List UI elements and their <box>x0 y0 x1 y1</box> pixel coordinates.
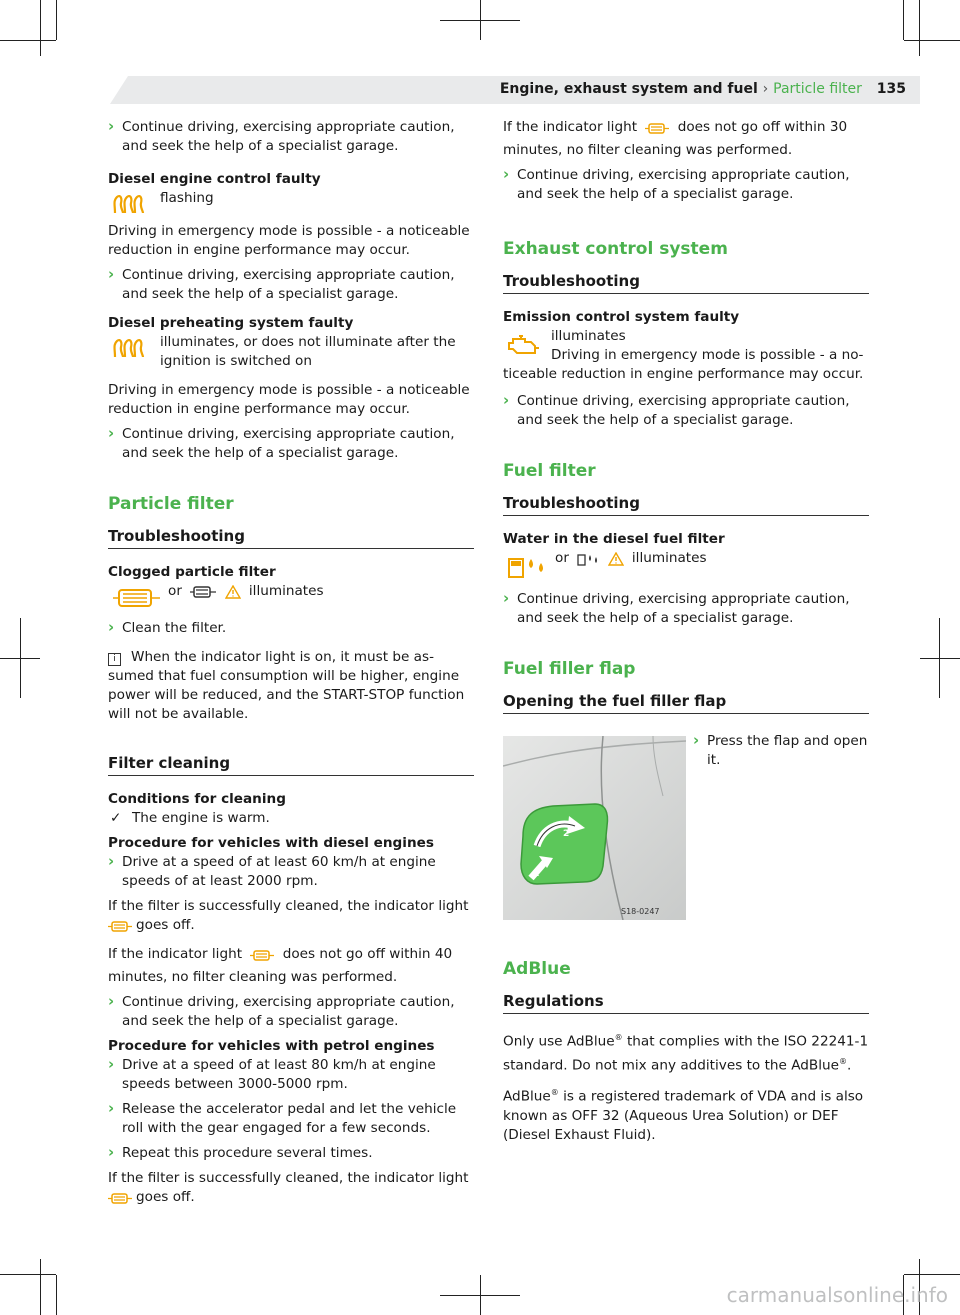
instruction-bullet: › Release the accelerator pedal and let the vehicle roll with the gear engaged for a few seconds. <box>108 1100 474 1138</box>
crop-mark <box>480 1275 481 1315</box>
section-heading: Fuel filler flap <box>503 659 636 679</box>
body-text <box>503 1083 869 1145</box>
body-text: Driving in emergency mode is possible - a noticeable reduction in engine performance may occur. <box>108 223 470 258</box>
particle-filter-icon <box>108 920 132 939</box>
instruction-bullet: › Drive at a speed of at least 60 km/h at engine speeds of at least 2000 rpm. <box>108 853 474 891</box>
glow-plug-icon <box>112 335 146 367</box>
indicator-state: illuminates <box>551 328 626 344</box>
instruction-bullet: › Continue driving, exercising appropriate caution, and seek the help of a specialist garage. <box>108 425 474 463</box>
section-heading: AdBlue <box>503 959 571 979</box>
crop-mark <box>40 0 41 56</box>
subsection-heading: Troubleshooting <box>503 494 869 516</box>
indicator-line <box>503 549 869 572</box>
subsection-heading: Troubleshooting <box>503 272 869 294</box>
instruction-bullet: › Continue driving, exercising appropriate caution, and seek the help of a specialist garage. <box>503 590 869 628</box>
crop-mark <box>480 0 481 40</box>
condition-item: ✓ The engine is warm. <box>108 809 474 828</box>
crop-mark <box>919 0 920 56</box>
instruction-bullet: › Continue driving, exercising appropriate caution, and seek the help of a specialist garage. <box>503 166 869 204</box>
or-text: or <box>555 550 569 566</box>
indicator-state: flashing <box>160 190 214 206</box>
body-text-part: goes off. <box>136 917 195 933</box>
page-number: 135 <box>876 81 906 97</box>
indicator-state: illuminates <box>631 550 707 566</box>
instruction-bullet: › Continue driving, exercising appropriate caution, and seek the help of a specialist garage. <box>503 392 869 430</box>
section-heading: Exhaust control system <box>503 239 728 259</box>
particle-filter-icon <box>645 122 669 141</box>
right-column <box>503 118 869 1151</box>
subsection-heading: Regulations <box>503 992 869 1014</box>
body-text-part: If the indicator light <box>503 119 638 135</box>
note-text: When the indicator light is on, it must be assumed that fuel consumption will be higher, engine power will be reduced, and the START-STOP function will not be available. <box>108 649 465 722</box>
particle-filter-icon <box>190 585 216 605</box>
body-text-part: If the indicator light <box>108 946 243 962</box>
crop-mark <box>904 1274 960 1275</box>
body-text <box>108 945 474 987</box>
or-text: or <box>168 583 182 599</box>
indicator-line <box>503 327 869 346</box>
crop-mark <box>20 618 21 698</box>
figure-label: 1 <box>533 869 540 879</box>
body-text <box>503 1028 869 1075</box>
body-text-part: Only use AdBlue <box>503 1033 615 1050</box>
body-text-part: that complies with the ISO 22241-1 standard. Do not mix any additives to the AdBlue <box>503 1033 869 1074</box>
figure-id: S18-0247 <box>621 907 660 916</box>
body-text <box>108 1169 474 1211</box>
crop-mark <box>904 40 960 41</box>
page-header <box>500 81 906 97</box>
fuel-water-icon <box>577 552 599 572</box>
subsection-heading: Opening the fuel filler flap <box>503 692 869 714</box>
particle-filter-icon <box>250 949 274 968</box>
instruction-bullet: › Continue driving, exercising appropriate caution, and seek the help of a specialist garage. <box>108 993 474 1031</box>
body-text-part: . <box>846 1057 852 1074</box>
particle-filter-icon <box>108 1192 132 1211</box>
left-column <box>108 118 474 1217</box>
instruction-bullet: › Drive at a speed of at least 80 km/h at engine speeds between 3000-5000 rpm. <box>108 1056 474 1094</box>
crop-mark <box>56 0 57 40</box>
indicator-state: illuminates <box>248 583 324 599</box>
subsection-title: Emission control system faulty <box>503 309 740 325</box>
section-heading: Fuel filter <box>503 461 596 481</box>
body-text-part: AdBlue <box>503 1088 551 1105</box>
watermark: carmanualsonline.info <box>726 1283 948 1307</box>
warning-triangle-icon <box>225 585 241 605</box>
indicator-line <box>108 189 474 208</box>
instruction-bullet: › Clean the filter. <box>108 619 474 638</box>
crop-mark <box>0 40 56 41</box>
indicator-state: illuminates, or does not illuminate after the ignition is switched on <box>160 334 456 369</box>
subsection-heading: Troubleshooting <box>108 527 474 549</box>
body-text-part: If the filter is successfully cleaned, the indicator light <box>108 1170 469 1186</box>
registered-mark: ® <box>550 1088 559 1098</box>
header-separator: › <box>762 81 769 97</box>
particle-filter-icon <box>112 584 162 618</box>
instruction-bullet: › Press the flap and open it. <box>693 732 883 770</box>
body-text <box>108 897 474 939</box>
section-heading: Particle filter <box>108 494 234 514</box>
indicator-line <box>108 582 474 605</box>
registered-mark: ® <box>614 1033 623 1042</box>
warning-triangle-icon <box>608 552 624 572</box>
subsection-title: Conditions for cleaning <box>108 791 286 807</box>
body-text: Driving in emergency mode is possible - a noticeable reduction in engine performance may occur. <box>503 347 864 382</box>
crop-mark <box>0 1274 56 1275</box>
crop-mark <box>40 1259 41 1315</box>
crop-mark <box>903 0 904 40</box>
fuel-water-icon <box>507 551 547 585</box>
body-text-part: does not go off within 40 minutes, no filter cleaning was performed. <box>108 946 453 985</box>
figure-block <box>503 728 869 924</box>
subsection-heading: Filter cleaning <box>108 754 474 776</box>
subsection-title: Procedure for vehicles with diesel engines <box>108 835 434 851</box>
instruction-bullet: › Continue driving, exercising appropriate caution, and seek the help of a specialist garage. <box>108 266 474 304</box>
info-note <box>108 648 474 724</box>
subsection-title: Procedure for vehicles with petrol engines <box>108 1038 435 1054</box>
body-text <box>503 118 869 160</box>
body-text-part: goes off. <box>136 1189 195 1205</box>
subsection-title: Water in the diesel fuel filter <box>503 531 725 547</box>
body-text-part: does not go off within 30 minutes, no filter cleaning was performed. <box>503 119 848 158</box>
body-text: Driving in emergency mode is possible - a noticeable reduction in engine performance may occur. <box>108 382 470 417</box>
info-icon: i <box>108 653 121 666</box>
body-text-part: is a registered trademark of VDA and is also known as OFF 32 (Aqueous Urea Solution) or DEF (Diesel Exhaust Fluid). <box>503 1088 864 1143</box>
crop-mark <box>920 658 960 659</box>
subsection-title: Diesel engine control faulty <box>108 171 321 187</box>
engine-check-icon <box>505 333 541 365</box>
figure-label: 2 <box>563 829 570 839</box>
instruction-bullet: › Repeat this procedure several times. <box>108 1144 474 1163</box>
header-section: Engine, exhaust system and fuel <box>499 81 758 97</box>
instruction-bullet: › Continue driving, exercising appropriate caution, and seek the help of a specialist garage. <box>108 118 474 156</box>
header-current: Particle filter <box>773 81 862 97</box>
body-text-part: If the filter is successfully cleaned, the indicator light <box>108 898 469 914</box>
indicator-line <box>108 333 474 371</box>
registered-mark: ® <box>838 1056 847 1066</box>
glow-plug-icon <box>112 191 146 223</box>
subsection-title: Diesel preheating system faulty <box>108 315 354 331</box>
crop-mark <box>56 1275 57 1315</box>
subsection-title: Clogged particle filter <box>108 564 276 580</box>
fuel-flap-figure <box>503 736 686 920</box>
crop-mark <box>939 618 940 698</box>
